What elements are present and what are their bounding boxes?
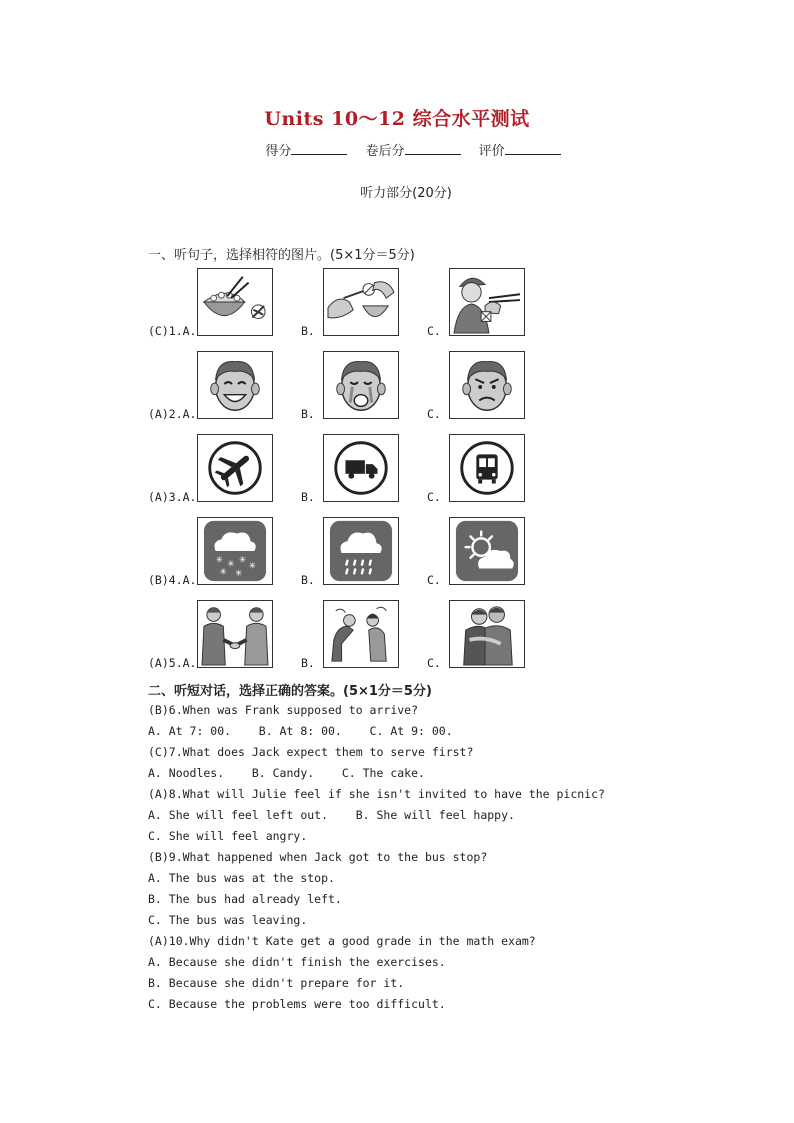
no-chopsticks-bowl-icon [324,269,398,335]
bus-icon [450,435,524,501]
rice-chopsticks-icon [198,269,272,335]
option-c-image[interactable] [449,351,525,419]
option-c-image[interactable] [449,268,525,336]
part2-heading: 二、听短对话，选择正确的答案。(5×1分＝5分) [148,684,432,699]
svg-text:✳: ✳ [215,555,223,566]
option-c-label: C. [427,324,441,338]
option-b-label: B. [301,573,315,587]
svg-text:✳: ✳ [235,569,243,580]
option-a-image[interactable] [197,434,273,502]
score-line [0,140,794,159]
question-label: (A)2.A. [148,407,197,421]
question-line: (A)8.What will Julie feel if she isn't invited to have the picnic? [148,787,605,801]
answer-option: B. The bus had already left. [148,892,342,906]
after-score-blank[interactable] [405,142,461,155]
option-c-image[interactable] [449,600,525,668]
bow-greeting-icon [324,601,398,667]
option-b-label: B. [301,490,315,504]
option-a-image[interactable] [197,600,273,668]
option-b-image[interactable] [323,268,399,336]
option-c-label: C. [427,656,441,670]
option-c-label: C. [427,490,441,504]
option-b-image[interactable] [323,434,399,502]
answer-options: A. Noodles. B. Candy. C. The cake. [148,766,425,780]
after-score-label: 卷后分 [365,144,405,159]
score-blank[interactable] [291,142,347,155]
crying-face-icon [324,352,398,418]
svg-text:✳: ✳ [238,555,247,566]
option-a-image[interactable] [197,351,273,419]
happy-face-icon [198,352,272,418]
question-label: (A)3.A. [148,490,197,504]
boy-chopsticks-icon [450,269,524,335]
option-c-label: C. [427,573,441,587]
part1-heading: 一、听句子，选择相符的图片。(5×1分＝5分) [148,248,415,263]
truck-icon [324,435,398,501]
answer-option: A. Because she didn't finish the exercises. [148,955,446,969]
answer-options: A. At 7: 00. B. At 8: 00. C. At 9: 00. [148,724,453,738]
question-line: (B)6.When was Frank supposed to arrive? [148,703,419,717]
option-c-image[interactable] [449,434,525,502]
question-line: (A)10.Why didn't Kate get a good grade in the math exam? [148,934,536,948]
angry-face-icon [450,352,524,418]
svg-text:✳: ✳ [248,561,256,572]
question-line: (C)7.What does Jack expect them to serve first? [148,745,474,759]
handshake-icon [198,601,272,667]
evaluation-label: 评价 [478,144,505,159]
answer-option: B. Because she didn't prepare for it. [148,976,405,990]
option-b-label: B. [301,324,315,338]
svg-text:✳: ✳ [227,559,235,570]
option-b-label: B. [301,656,315,670]
answer-options: A. She will feel left out. B. She will feel happy. [148,808,515,822]
listening-section-title: 听力部分(20分) [360,186,452,201]
option-b-label: B. [301,407,315,421]
question-line: (B)9.What happened when Jack got to the bus stop? [148,850,488,864]
snow-cloud-icon [198,518,272,584]
question-label: (B)4.A. [148,573,197,587]
option-b-image[interactable] [323,351,399,419]
page-title: Units 10～12 综合水平测试 [264,108,530,130]
option-b-image[interactable] [323,517,399,585]
answer-option: C. Because the problems were too difficult. [148,997,446,1011]
question-label: (C)1.A. [148,324,197,338]
svg-text:✳: ✳ [219,567,227,578]
option-b-image[interactable] [323,600,399,668]
question-label: (A)5.A. [148,656,197,670]
evaluation-blank[interactable] [505,142,561,155]
rain-cloud-icon [324,518,398,584]
airplane-icon [198,435,272,501]
option-a-image[interactable] [197,268,273,336]
answer-option: A. The bus was at the stop. [148,871,335,885]
hug-icon [450,601,524,667]
answer-option: C. She will feel angry. [148,829,308,843]
score-label: 得分 [265,144,292,159]
option-c-image[interactable] [449,517,525,585]
sun-cloud-icon [450,518,524,584]
option-a-image[interactable] [197,517,273,585]
option-c-label: C. [427,407,441,421]
answer-option: C. The bus was leaving. [148,913,308,927]
